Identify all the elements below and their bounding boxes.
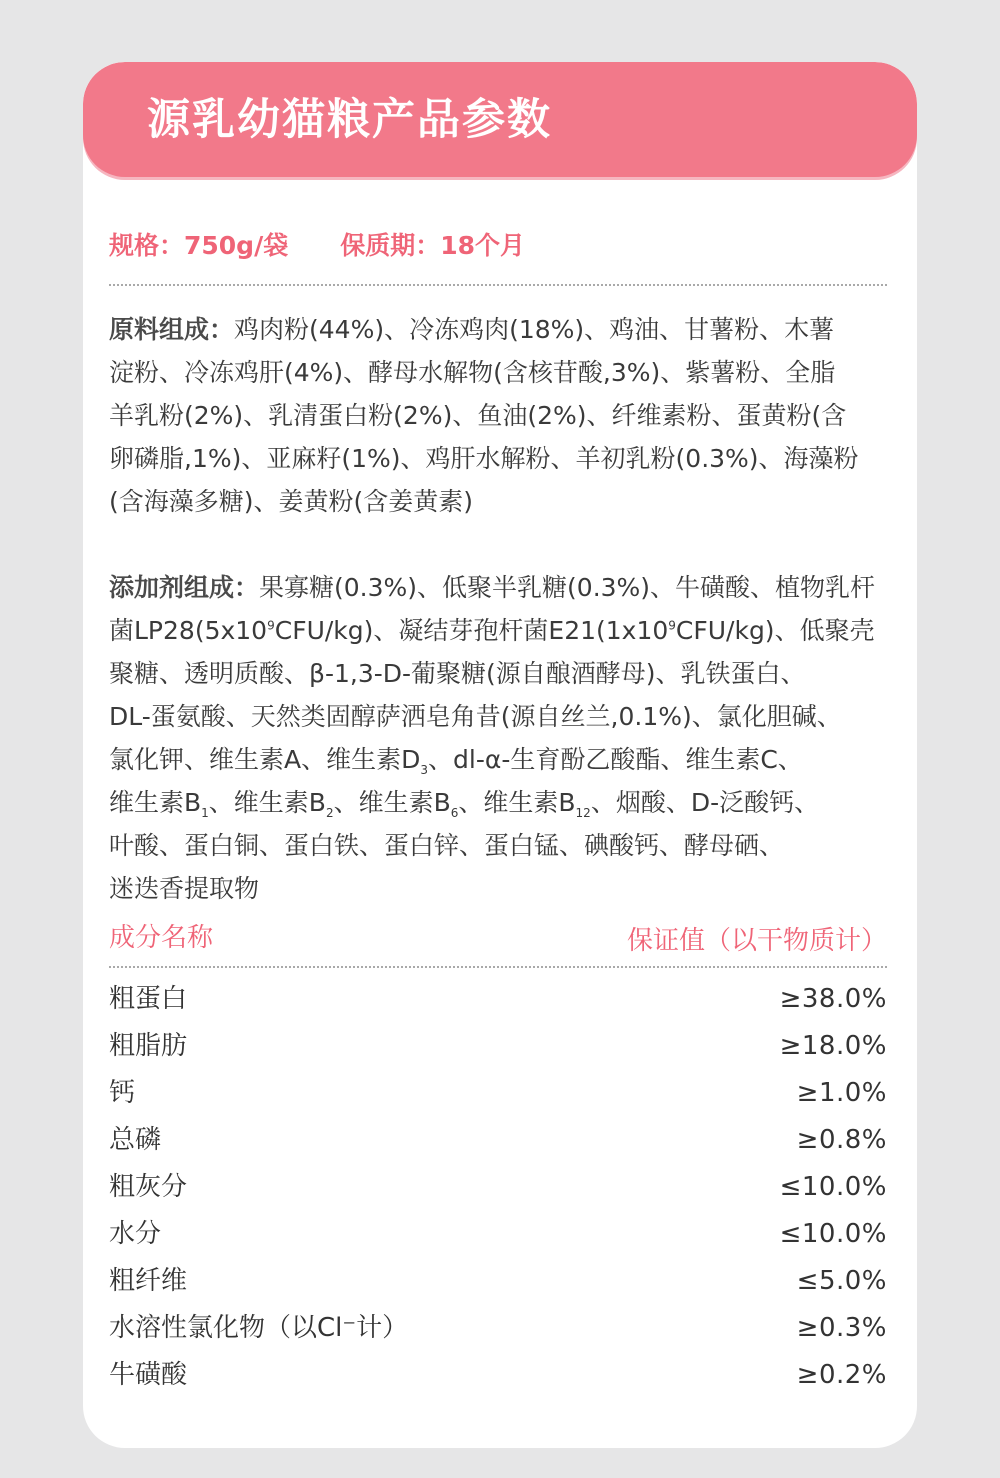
row-name: 牛磺酸 xyxy=(109,1360,188,1390)
table-row xyxy=(109,1164,887,1211)
ingredients-line: 羊乳粉(2%)、乳清蛋白粉(2%)、鱼油(2%)、纤维素粉、蛋黄粉(含 xyxy=(109,401,847,430)
row-name: 钙 xyxy=(109,1078,136,1108)
additives-paragraph xyxy=(109,566,899,910)
additives-label: 添加剂组成： xyxy=(109,573,260,602)
spec-shelf-life: 保质期：18个月 xyxy=(340,231,526,260)
row-value: ≥38.0% xyxy=(779,984,887,1014)
header-ingredient-name: 成分名称 xyxy=(109,923,214,953)
row-value: ≥0.3% xyxy=(796,1313,887,1343)
table-row xyxy=(109,1023,887,1070)
row-name: 总磷 xyxy=(109,1125,162,1155)
ingredients-line: 卵磷脂,1%)、亚麻籽(1%)、鸡肝水解粉、羊初乳粉(0.3%)、海藻粉 xyxy=(109,444,859,473)
additives-line: 菌$LP28(5x10^9CFU/kg)$、凝结芽孢杆菌$E21(1x10^9CFU/kg)$、低聚壳 xyxy=(109,616,875,645)
row-value: ≥18.0% xyxy=(779,1031,887,1061)
table-row xyxy=(109,1258,887,1305)
analysis-table xyxy=(109,976,887,1399)
ingredients-line: (含海藻多糖)、姜黄粉(含姜黄素) xyxy=(109,487,474,516)
row-value: ≤5.0% xyxy=(796,1266,887,1296)
additives-line: 叶酸、蛋白铜、蛋白铁、蛋白锌、蛋白锰、碘酸钙、酵母硒、 xyxy=(109,831,785,860)
row-name: 水溶性氯化物（以Cl⁻计） xyxy=(109,1313,409,1343)
ingredients-paragraph xyxy=(109,308,899,523)
row-name: 水分 xyxy=(109,1219,162,1249)
additives-line: 维生素$B_1$、维生素$B_2$、维生素$B_6$、维生素$B_{12}$、烟酸、D-泛酸钙、 xyxy=(109,788,820,820)
divider-top xyxy=(109,284,887,286)
row-name: 粗脂肪 xyxy=(109,1031,188,1061)
table-row xyxy=(109,1117,887,1164)
header-guaranteed-value: 保证值（以干物质计） xyxy=(626,926,887,956)
row-name: 粗蛋白 xyxy=(109,984,188,1014)
additives-line: DL-蛋氨酸、天然类固醇萨洒皂角昔(源自丝兰,0.1%)、氯化胆碱、 xyxy=(109,702,842,731)
ingredients-line: 淀粉、冷冻鸡肝(4%)、酵母水解物(含核苷酸,3%)、紫薯粉、全脂 xyxy=(109,358,836,387)
row-value: ≤10.0% xyxy=(779,1172,887,1202)
ingredients-line: 原料组成：鸡肉粉(44%)、冷冻鸡肉(18%)、鸡油、甘薯粉、木薯 xyxy=(109,315,835,344)
row-name: 粗灰分 xyxy=(109,1172,188,1202)
table-row xyxy=(109,976,887,1023)
page-title: 源乳幼猫粮产品参数 xyxy=(147,95,552,145)
additives-line: 添加剂组成：果寡糖(0.3%)、低聚半乳糖(0.3%)、牛磺酸、植物乳杆 xyxy=(109,573,876,602)
row-name: 粗纤维 xyxy=(109,1266,188,1296)
row-value: ≥1.0% xyxy=(796,1078,887,1108)
table-row xyxy=(109,1305,887,1352)
additives-line: 迷迭香提取物 xyxy=(109,874,260,903)
spec-line xyxy=(109,226,525,266)
ingredients-label: 原料组成： xyxy=(109,315,235,344)
row-value: ≥0.8% xyxy=(796,1125,887,1155)
table-header xyxy=(109,918,887,958)
table-row xyxy=(109,1211,887,1258)
table-row xyxy=(109,1352,887,1399)
additives-line: 聚糖、透明质酸、β-1,3-D-葡聚糖(源自酿酒酵母)、乳铁蛋白、 xyxy=(109,659,806,688)
row-value: ≥0.2% xyxy=(796,1360,887,1390)
table-row xyxy=(109,1070,887,1117)
additives-line: 氯化钾、维生素A、维生素$D_3$、dl-α-生育酚乙酸酯、维生素C、 xyxy=(109,745,803,777)
spec-size: 规格：750g/袋 xyxy=(109,231,289,260)
divider-table xyxy=(109,966,887,968)
title-banner xyxy=(83,62,917,177)
product-parameter-card xyxy=(83,62,917,1448)
row-value: ≤10.0% xyxy=(779,1219,887,1249)
